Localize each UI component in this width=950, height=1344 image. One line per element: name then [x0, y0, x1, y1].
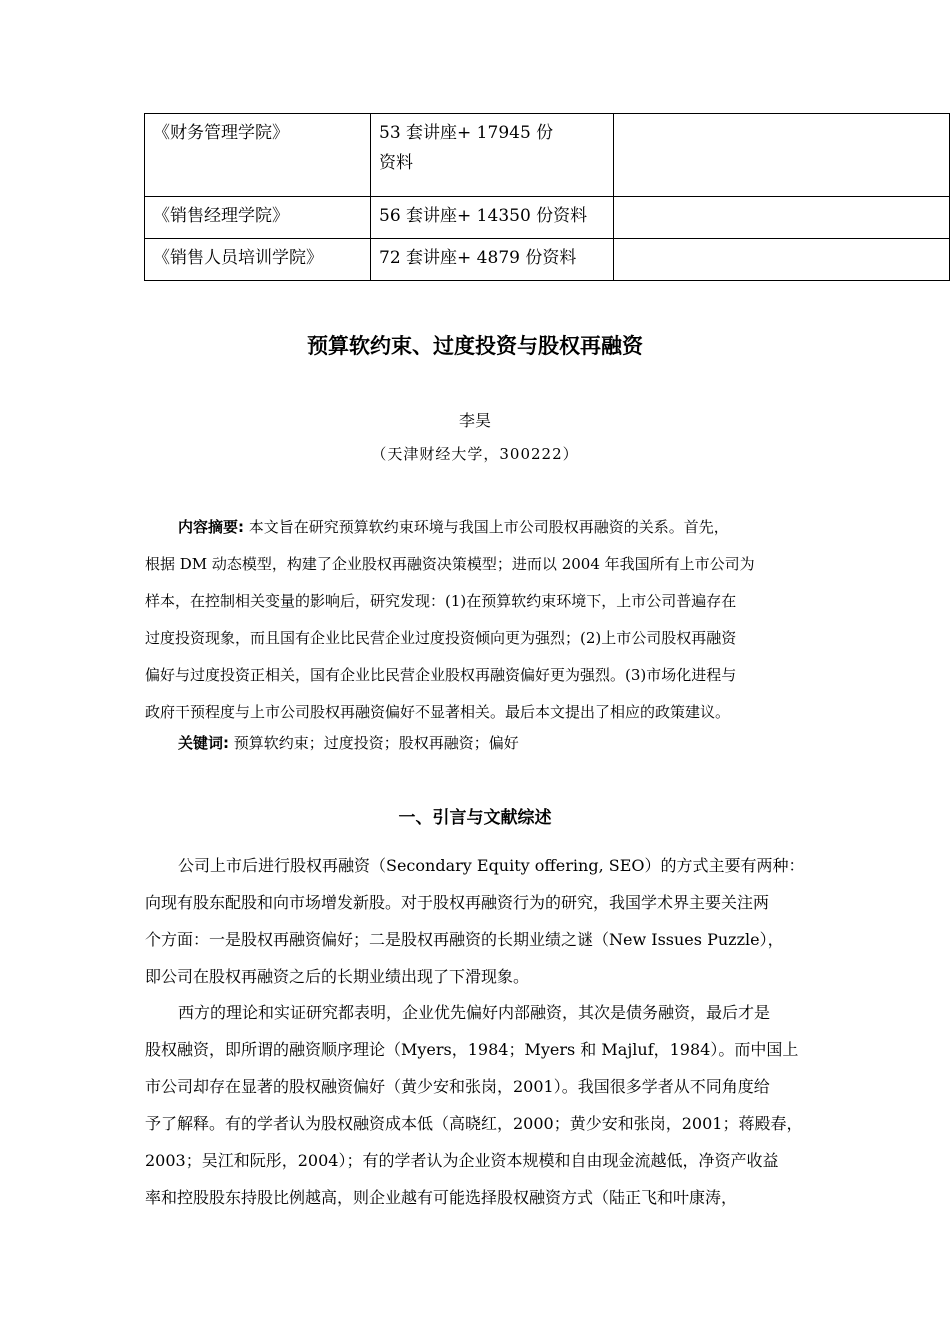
keywords: [178, 731, 519, 755]
abstract-line: 过度投资现象，而且国有企业比民营企业过度投资倾向更为强烈；(2)上市公司股权再融资: [145, 629, 737, 647]
paragraph-line: 率和控股股东持股比例越高，则企业越有可能选择股权融资方式（陆正飞和叶康涛，: [145, 1188, 738, 1207]
abstract-line: [145, 509, 807, 546]
table-row: [145, 239, 950, 281]
abstract: [145, 509, 807, 731]
paragraph-line: 股权融资，即所谓的融资顺序理论（Myers，1984；Myers 和 Majluf，1984）。而中国上: [145, 1040, 799, 1059]
section-heading: 一、引言与文献综述: [398, 808, 552, 828]
paper-title: 预算软约束、过度投资与股权再融资: [307, 334, 643, 358]
course-value: 53 套讲座+ 17945 份资料: [379, 123, 554, 173]
paragraph-line: 予了解释。有的学者认为股权融资成本低（高晓红，2000；黄少安和张岗，2001；蒋殿春，: [145, 1114, 803, 1133]
course-name-cell: 《销售人员培训学院》: [145, 239, 371, 281]
abstract-line: 偏好与过度投资正相关，国有企业比民营企业股权再融资偏好更为强烈。(3)市场化进程与: [145, 666, 737, 684]
author-affiliation: （天津财经大学，300222）: [371, 445, 579, 463]
paragraph-line: 西方的理论和实证研究都表明，企业优先偏好内部融资，其次是债务融资，最后才是: [178, 1003, 771, 1022]
author-name: 李昊: [458, 411, 491, 430]
paragraph-line: 即公司在股权再融资之后的长期业绩出现了下滑现象。: [145, 967, 530, 986]
abstract-text: 本文旨在研究预算软约束环境与我国上市公司股权再融资的关系。首先，: [248, 518, 729, 536]
table-row: [145, 197, 950, 239]
course-extra-cell: [614, 197, 950, 239]
body-paragraph: [145, 847, 807, 995]
course-value-cell: 56 套讲座+ 14350 份资料: [371, 197, 614, 239]
abstract-line: 政府干预程度与上市公司股权再融资偏好不显著相关。最后本文提出了相应的政策建议。: [145, 703, 731, 721]
paragraph-line: 2003；吴江和阮彤，2004）；有的学者认为企业资本规模和自由现金流越低，净资产收益: [145, 1151, 779, 1170]
body-paragraph: [145, 994, 807, 1216]
paragraph-line: 向现有股东配股和向市场增发新股。对于股权再融资行为的研究，我国学术界主要关注两: [145, 893, 770, 912]
course-extra-cell: [614, 114, 950, 197]
keywords-label: 关键词:: [178, 734, 229, 752]
course-extra-cell: [614, 239, 950, 281]
abstract-label: 内容摘要:: [178, 518, 244, 536]
course-name-cell: 《销售经理学院》: [145, 197, 371, 239]
course-name-cell: 《财务管理学院》: [145, 114, 371, 197]
abstract-line: 根据 DM 动态模型，构建了企业股权再融资决策模型；进而以 2004 年我国所有上市公司为: [145, 555, 755, 573]
abstract-line: 样本，在控制相关变量的影响后，研究发现：(1)在预算软约束环境下，上市公司普遍存在: [145, 592, 737, 610]
keywords-text: 预算软约束；过度投资；股权再融资；偏好: [233, 734, 519, 752]
paragraph-line: 个方面：一是股权再融资偏好；二是股权再融资的长期业绩之谜（New Issues Puzzle），: [145, 930, 784, 949]
paragraph-line: 公司上市后进行股权再融资（Secondary Equity offering, SEO）的方式主要有两种：: [178, 856, 805, 875]
table-row: [145, 114, 950, 197]
paragraph-line: 市公司却存在显著的股权融资偏好（黄少安和张岗，2001）。我国很多学者从不同角度给: [145, 1077, 770, 1096]
course-value-cell: 72 套讲座+ 4879 份资料: [371, 239, 614, 281]
course-catalog-table: [144, 113, 950, 281]
course-value-cell: [371, 114, 614, 197]
